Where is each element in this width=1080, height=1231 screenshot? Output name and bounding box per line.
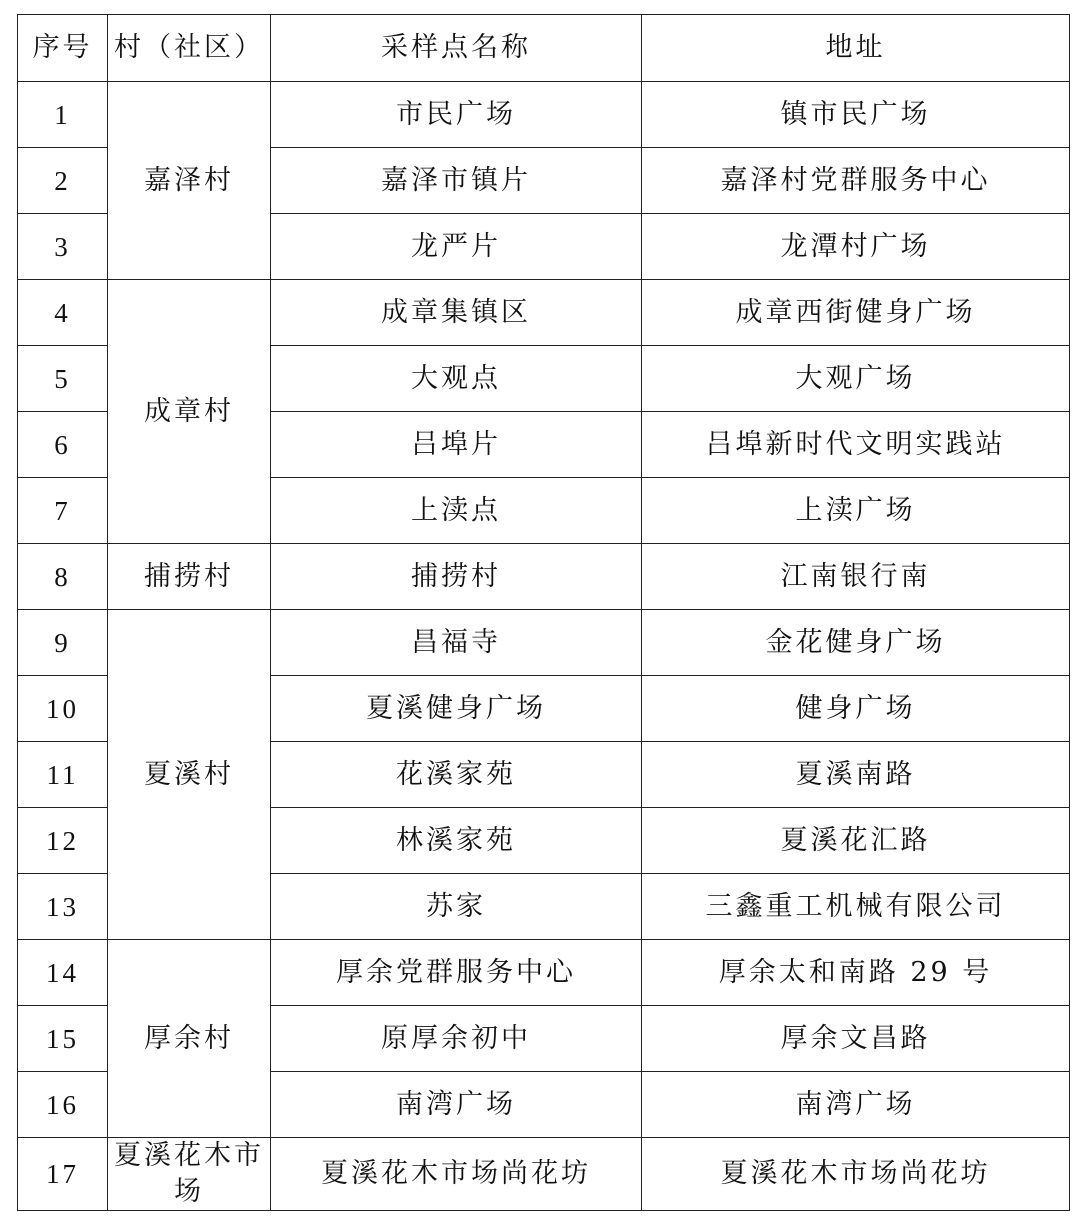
row-number: 8 xyxy=(18,544,108,610)
row-number: 11 xyxy=(18,742,108,808)
row-number: 14 xyxy=(18,940,108,1006)
site-cell: 林溪家苑 xyxy=(271,808,642,874)
row-number: 13 xyxy=(18,874,108,940)
sampling-sites-table xyxy=(17,14,1070,1211)
site-cell: 吕埠片 xyxy=(271,412,642,478)
site-cell: 市民广场 xyxy=(271,82,642,148)
table-row xyxy=(18,940,1070,1006)
table-row xyxy=(18,82,1070,148)
header-village: 村（社区） xyxy=(108,15,271,82)
site-cell: 厚余党群服务中心 xyxy=(271,940,642,1006)
row-number: 16 xyxy=(18,1072,108,1138)
address-cell: 厚余太和南路 29 号 xyxy=(642,940,1070,1006)
address-cell: 嘉泽村党群服务中心 xyxy=(642,148,1070,214)
site-cell: 花溪家苑 xyxy=(271,742,642,808)
table-row xyxy=(18,544,1070,610)
address-cell: 大观广场 xyxy=(642,346,1070,412)
address-cell: 龙潭村广场 xyxy=(642,214,1070,280)
address-cell: 夏溪花汇路 xyxy=(642,808,1070,874)
address-cell: 江南银行南 xyxy=(642,544,1070,610)
row-number: 9 xyxy=(18,610,108,676)
site-cell: 大观点 xyxy=(271,346,642,412)
address-cell: 夏溪南路 xyxy=(642,742,1070,808)
address-cell: 金花健身广场 xyxy=(642,610,1070,676)
row-number: 15 xyxy=(18,1006,108,1072)
header-no: 序号 xyxy=(18,15,108,82)
table-row xyxy=(18,1138,1070,1211)
site-cell: 夏溪花木市场尚花坊 xyxy=(271,1138,642,1211)
village-cell: 成章村 xyxy=(108,280,271,544)
village-cell: 夏溪村 xyxy=(108,610,271,940)
site-cell: 原厚余初中 xyxy=(271,1006,642,1072)
row-number: 6 xyxy=(18,412,108,478)
address-cell: 厚余文昌路 xyxy=(642,1006,1070,1072)
address-cell: 南湾广场 xyxy=(642,1072,1070,1138)
row-number: 3 xyxy=(18,214,108,280)
row-number: 2 xyxy=(18,148,108,214)
address-cell: 镇市民广场 xyxy=(642,82,1070,148)
row-number: 10 xyxy=(18,676,108,742)
row-number: 5 xyxy=(18,346,108,412)
village-cell: 捕捞村 xyxy=(108,544,271,610)
header-address: 地址 xyxy=(642,15,1070,82)
row-number: 12 xyxy=(18,808,108,874)
row-number: 1 xyxy=(18,82,108,148)
row-number: 7 xyxy=(18,478,108,544)
address-cell: 夏溪花木市场尚花坊 xyxy=(642,1138,1070,1211)
site-cell: 上渎点 xyxy=(271,478,642,544)
row-number: 17 xyxy=(18,1138,108,1211)
table-row xyxy=(18,280,1070,346)
table-row xyxy=(18,610,1070,676)
site-cell: 苏家 xyxy=(271,874,642,940)
site-cell: 龙严片 xyxy=(271,214,642,280)
address-cell: 吕埠新时代文明实践站 xyxy=(642,412,1070,478)
village-cell: 夏溪花木市场 xyxy=(108,1138,271,1211)
site-cell: 南湾广场 xyxy=(271,1072,642,1138)
site-cell: 捕捞村 xyxy=(271,544,642,610)
village-cell: 厚余村 xyxy=(108,940,271,1138)
address-cell: 健身广场 xyxy=(642,676,1070,742)
address-cell: 成章西街健身广场 xyxy=(642,280,1070,346)
site-cell: 成章集镇区 xyxy=(271,280,642,346)
village-cell: 嘉泽村 xyxy=(108,82,271,280)
site-cell: 夏溪健身广场 xyxy=(271,676,642,742)
site-cell: 昌福寺 xyxy=(271,610,642,676)
site-cell: 嘉泽市镇片 xyxy=(271,148,642,214)
address-cell: 三鑫重工机械有限公司 xyxy=(642,874,1070,940)
header-row xyxy=(18,15,1070,82)
row-number: 4 xyxy=(18,280,108,346)
address-cell: 上渎广场 xyxy=(642,478,1070,544)
header-site: 采样点名称 xyxy=(271,15,642,82)
